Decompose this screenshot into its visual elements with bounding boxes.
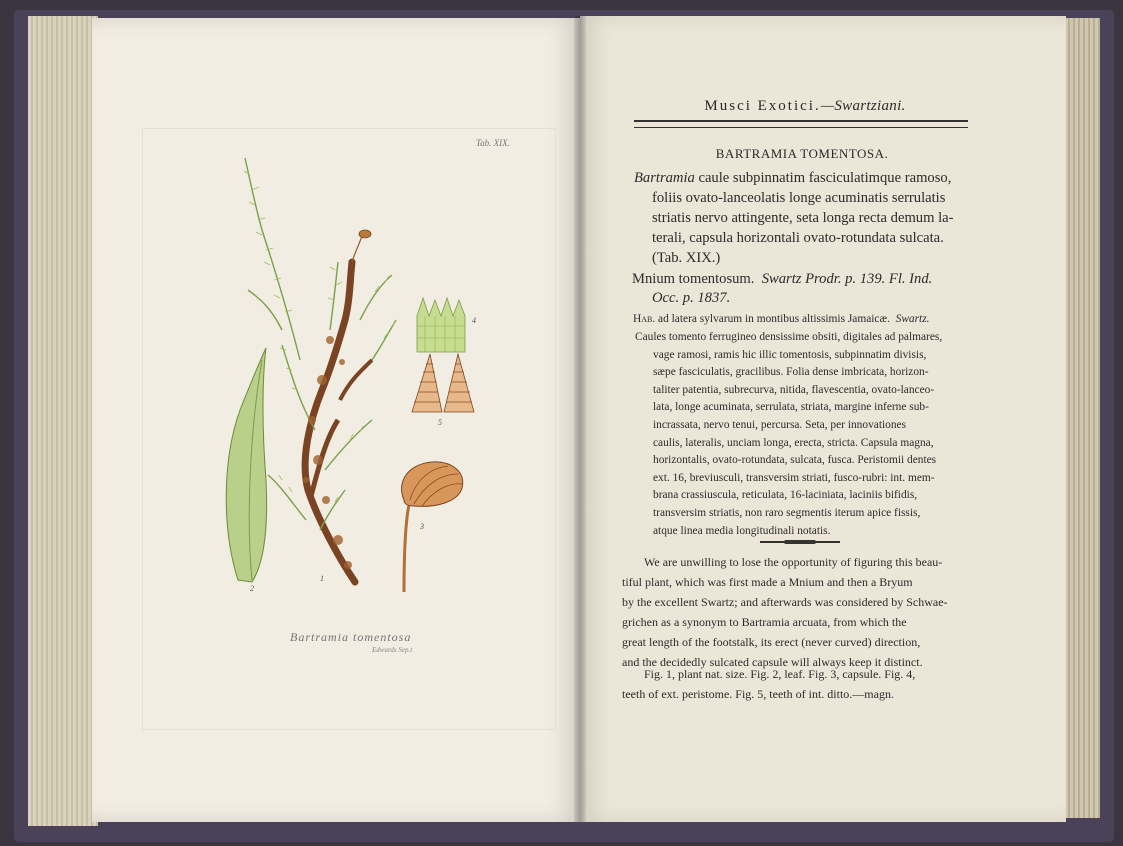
head-rule	[634, 120, 968, 128]
figure-legend	[622, 664, 976, 704]
capsule-figure	[402, 462, 463, 592]
plate-number: Tab. XIX.	[476, 138, 510, 148]
figure-label-3: 3	[420, 522, 424, 531]
description-line: sæpe fasciculatis, gracilibus. Folia dense imbricata, horizon-	[653, 366, 929, 379]
description-line: lata, longe acuminata, serrulata, striata, margine inferne sub-	[653, 401, 929, 414]
figure-label-1: 1	[320, 574, 324, 583]
leaf-figure	[226, 348, 266, 582]
diagnosis-line: Bartramia caule subpinnatim fasciculatimque ramoso,	[634, 170, 952, 186]
commentary-line: by the excellent Swartz; and afterwards was considered by Schwae-	[622, 595, 948, 609]
species-title: BARTRAMIA TOMENTOSA.	[715, 146, 889, 161]
section-divider	[760, 541, 840, 543]
synonym-line: Occ. p. 1837.	[652, 290, 731, 306]
commentary-line: We are unwilling to lose the opportunity of figuring this beau-	[644, 555, 943, 569]
peristome-outer-figure	[412, 354, 474, 412]
description-block	[635, 329, 977, 540]
commentary-line: great length of the footstalk, its erect (never curved) direction,	[622, 635, 921, 649]
figure-legend-line: Fig. 1, plant nat. size. Fig. 2, leaf. Fig. 3, capsule. Fig. 4,	[644, 667, 916, 681]
diagnosis-line: terali, capsula horizontali ovato-rotundata sulcata.	[652, 230, 944, 246]
running-head-tribe: —Swartziani.	[820, 98, 906, 114]
commentary-line: tiful plant, which was first made a Mnium and then a Bryum	[622, 575, 913, 589]
description-line: incrassata, nervo tenui, percursa. Seta, per innovationes	[653, 418, 907, 431]
habitat-line: Hab. ad latera sylvarum in montibus altissimis Jamaicæ. Swartz.	[633, 313, 930, 325]
peristome-inner-figure	[417, 298, 465, 352]
description-line: brana crassiuscula, reticulata, 16-laciniata, laciniis bifidis,	[653, 489, 918, 502]
commentary-line: and the decidedly sulcated capsule will always keep it distinct.	[622, 655, 923, 669]
description-line: atque linea media longitudinali notatis.	[653, 524, 831, 537]
running-head-series: Musci Exotici.	[704, 98, 821, 114]
description-line: Caules tomento ferrugineo densissime obsiti, digitales ad palmares,	[635, 331, 943, 343]
artist-signature: Edwards Sep.t	[372, 646, 413, 654]
branch-main	[245, 158, 300, 360]
description-line: vage ramosi, ramis hic illic tomentosis, subpinnatim divisis,	[653, 348, 927, 361]
plate-caption: Bartramia tomentosa	[290, 630, 412, 644]
figure-label-4: 4	[472, 316, 476, 325]
description-line: caulis, lateralis, unciam longa, erecta, stricta. Capsula magna,	[653, 436, 934, 449]
diagnosis-line: (Tab. XIX.)	[652, 250, 721, 266]
commentary-block	[622, 552, 976, 672]
description-line: ext. 16, breviusculi, transversim striati, fusco-rubri: int. mem-	[653, 471, 935, 484]
synonym-line: Mnium tomentosum. Swartz Prodr. p. 139. Fl. Ind.	[632, 271, 933, 287]
figure-label-2: 2	[250, 584, 254, 593]
description-line: taliter patentia, subrecurva, nitida, flavescentia, ovato-lanceo-	[653, 383, 935, 396]
description-line: horizontalis, ovato-rotundata, sulcata, fusca. Peristomii dentes	[653, 454, 937, 467]
diagnosis-line: foliis ovato-lanceolatis longe acuminatis serrulatis	[652, 190, 946, 206]
commentary-line: grichen as a synonym to Bartramia arcuata, from which the	[622, 615, 907, 629]
figure-label-5: 5	[438, 418, 442, 427]
diagnosis-line: striatis nervo attingente, seta longa recta demum la-	[652, 210, 954, 226]
figure-legend-line: teeth of ext. peristome. Fig. 5, teeth of int. ditto.—magn.	[622, 687, 894, 701]
running-head	[640, 98, 970, 115]
description-line: transversim striatis, non raro segmentis iterum apice fissis,	[653, 506, 921, 519]
